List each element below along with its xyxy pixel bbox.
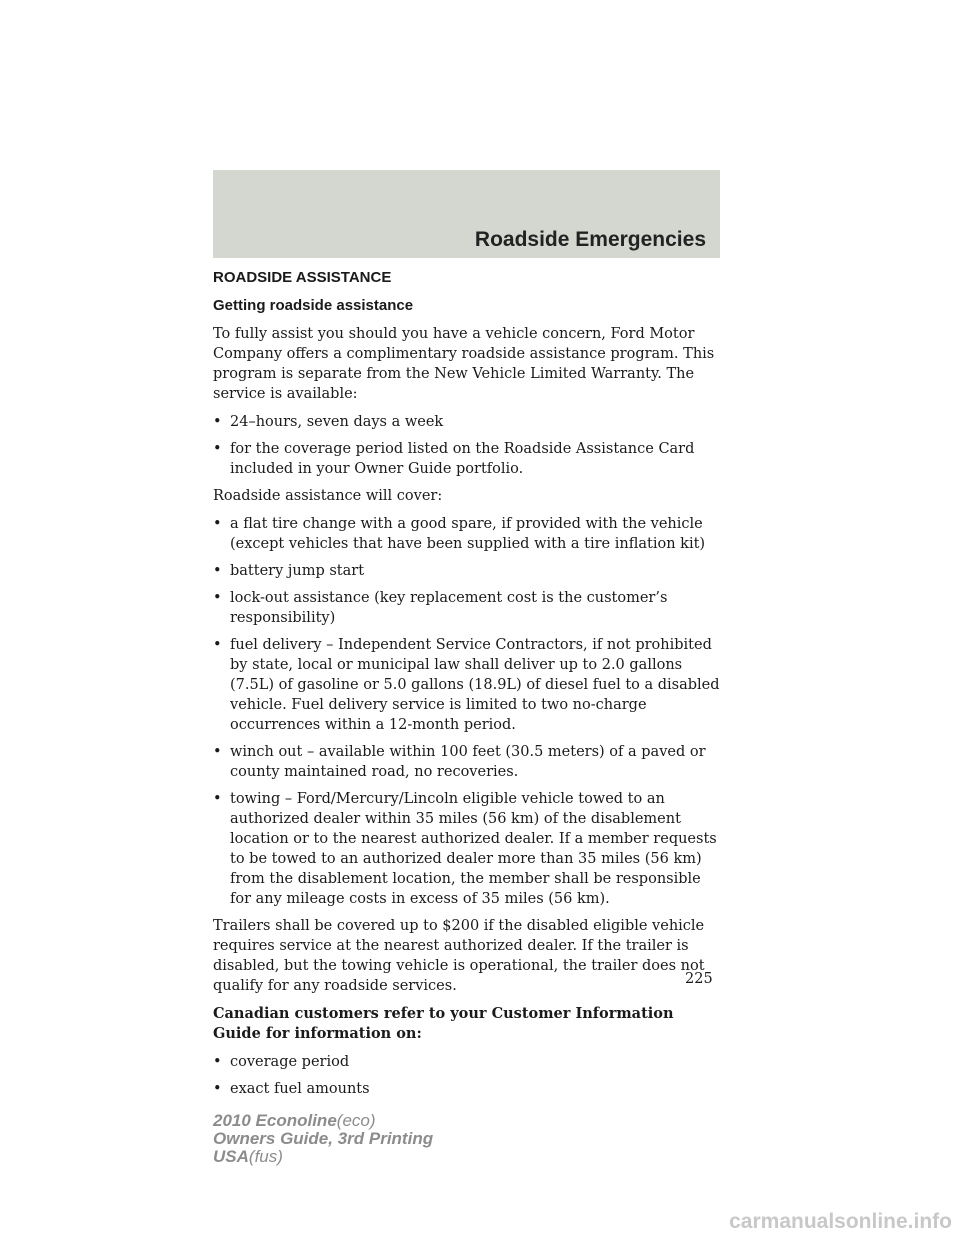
bullet-icon: • xyxy=(213,441,222,457)
bullet-icon: • xyxy=(213,637,222,653)
availability-list xyxy=(213,412,723,479)
bullet-icon: • xyxy=(213,744,222,760)
bullet-icon: • xyxy=(213,1054,222,1070)
watermark: carmanualsonline.info xyxy=(729,1210,952,1233)
page-content xyxy=(213,268,723,1106)
heading-roadside-assistance: ROADSIDE ASSISTANCE xyxy=(213,269,392,286)
page-number: 225 xyxy=(685,971,713,987)
list-item: • for the coverage period listed on the Roadside Assistance Card included in your Owner Guide portfolio. xyxy=(213,441,695,477)
intro-paragraph: To fully assist you should you have a vehicle concern, Ford Motor Company offers a complimentary roadside assistance program. This program is separate from the New Vehicle Limited Warranty. The service is available: xyxy=(213,326,715,402)
list-item: • fuel delivery – Independent Service Contractors, if not prohibited by state, local or municipal law shall deliver up to 2.0 gallons (7.5L) of gasoline or 5.0 gallons (18.9L) of diesel fuel to a disabled vehicle. Fuel delivery service is limited to two no-charge occurrences within a 12-month period. xyxy=(213,637,720,733)
canadian-list xyxy=(213,1052,723,1099)
coverage-intro: Roadside assistance will cover: xyxy=(213,488,443,504)
list-item: • towing – Ford/Mercury/Lincoln eligible vehicle towed to an authorized dealer within 35 miles (56 km) of the disablement location or to the nearest authorized dealer. If a member requests to be towed to an authorized dealer more than 35 miles (56 km) from the disablement location, the member shall be responsible for any mileage costs in excess of 35 miles (56 km). xyxy=(213,791,717,907)
bullet-icon: • xyxy=(213,590,222,606)
list-item: • lock-out assistance (key replacement cost is the customer’s responsibility) xyxy=(213,590,668,626)
section-title: Roadside Emergencies xyxy=(474,228,706,251)
trailers-paragraph: Trailers shall be covered up to $200 if the disabled eligible vehicle requires service at the nearest authorized dealer. If the trailer is disabled, but the towing vehicle is operational, the trailer does not qualify for any roadside services. xyxy=(213,918,705,994)
footer-line-region: USA(fus) xyxy=(213,1147,283,1166)
list-item: • a flat tire change with a good spare, if provided with the vehicle (except vehicles that have been supplied with a tire inflation kit) xyxy=(213,516,706,552)
list-item: • battery jump start xyxy=(213,563,365,579)
subheading-getting-assistance: Getting roadside assistance xyxy=(213,297,414,314)
list-item: • 24–hours, seven days a week xyxy=(213,414,444,430)
canadian-customers-note: Canadian customers refer to your Customer Information Guide for information on: xyxy=(213,1005,674,1042)
bullet-icon: • xyxy=(213,414,222,430)
bullet-icon: • xyxy=(213,563,222,579)
list-item: • exact fuel amounts xyxy=(213,1081,370,1097)
bullet-icon: • xyxy=(213,1081,222,1097)
list-item: • coverage period xyxy=(213,1054,350,1070)
footer-line-model: 2010 Econoline(eco) xyxy=(213,1111,376,1130)
bullet-icon: • xyxy=(213,516,222,532)
bullet-icon: • xyxy=(213,791,222,807)
section-header-band xyxy=(213,170,720,258)
document-footer xyxy=(213,1112,433,1166)
list-item: • winch out – available within 100 feet (30.5 meters) of a paved or county maintained road, no recoveries. xyxy=(213,744,706,780)
coverage-list xyxy=(213,514,723,909)
footer-line-printing: Owners Guide, 3rd Printing xyxy=(213,1129,434,1148)
